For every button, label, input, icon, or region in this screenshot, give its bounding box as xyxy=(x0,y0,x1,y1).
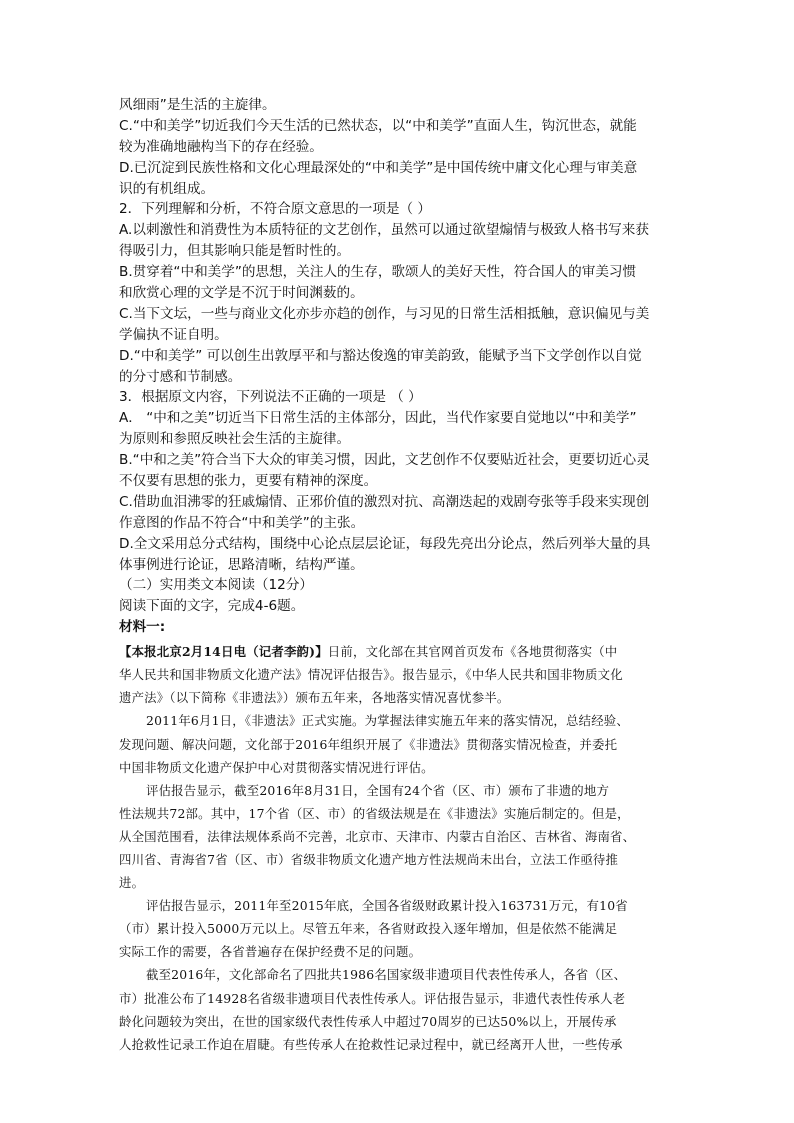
option-a-line: A.以刺激性和消费性为本质特征的文艺创作，虽然可以通过欲望煽情与极致人格书写来获 xyxy=(119,222,649,239)
section-heading: （二）实用类文本阅读（12分） xyxy=(119,577,314,594)
text-line: 体事例进行论证，思路清晰，结构严谨。 xyxy=(119,556,364,573)
option-c-line: C.“中和美学”切近我们今天生活的已然状态，以“中和美学”直面人生，钩沉世态，就能 xyxy=(119,117,637,134)
text-line: 的分寸感和节制感。 xyxy=(119,368,242,385)
article-line: 遗产法》（以下简称《非遗法》）颁布五年来，各地落实情况喜忧参半。 xyxy=(119,690,510,706)
lead-text: 日前，文化部在其官网首页发布《各地贯彻落实（中 xyxy=(327,644,618,660)
text-line: 识的有机组成。 xyxy=(119,180,215,197)
article-line: 性法规共72部。其中，17个省（区、市）的省级法规是在《非遗法》实施后制定的。但是， xyxy=(119,805,630,821)
option-b-line: B.贯穿着“中和美学”的思想，关注人的生存，歌颂人的美好天性，符合国人的审美习惯 xyxy=(119,264,637,281)
article-line: 实际工作的需要，各省普遍存在保护经费不足的问题。 xyxy=(119,944,422,960)
questions-section xyxy=(119,95,675,638)
article-paragraph-start: 评估报告显示，截至2016年8月31日，全国有24个省（区、市）颁布了非遗的地方 xyxy=(146,782,610,798)
question-3-stem: 3．根据原文内容，下列说法不正确的一项是 （ ） xyxy=(119,389,422,406)
option-b-line: B.“中和之美”符合当下大众的审美习惯，因此，文艺创作不仅要贴近社会，更要切近心灵 xyxy=(119,452,650,469)
option-d-line: D.“中和美学” 可以创生出敦厚平和与豁达俊逸的审美韵致，能赋予当下文学创作以自觉 xyxy=(119,347,642,364)
article-line: 从全国范围看，法律法规体系尚不完善，北京市、天津市、内蒙古自治区、吉林省、海南省、 xyxy=(119,828,636,844)
article-paragraph-start: 2011年6月1日，《非遗法》正式实施。为掌握法律实施五年来的落实情况，总结经验、 xyxy=(146,713,629,729)
article-paragraph-start: 评估报告显示，2011年至2015年底，全国各省级财政累计投入163731万元，有10省 xyxy=(146,898,628,914)
article-line: 四川省、青海省7省（区、市）省级非物质文化遗产地方性法规尚未出台，立法工作亟待推 xyxy=(119,852,619,867)
text-line: 为原则和参照反映社会生活的主旋律。 xyxy=(119,431,351,448)
text-line: 较为准确地融构当下的存在经验。 xyxy=(119,138,323,155)
text-line: 和欣赏心理的文学是不沉于时间渊薮的。 xyxy=(119,285,364,302)
article-line: 发现问题、解决问题，文化部于2016年组织开展了《非遗法》贯彻落实情况检查，并委托 xyxy=(119,736,618,752)
article-line: 人抢救性记录工作迫在眉睫。有些传承人在抢救性记录过程中，就已经离开人世，一些传承 xyxy=(119,1036,623,1052)
material-label: 材料一: xyxy=(119,619,166,636)
article-line: （市）累计投入5000万元以上。尽管五年来，各省财政投入逐年增加，但是依然不能满足 xyxy=(119,921,618,937)
document-page xyxy=(119,95,675,1056)
text-line: 得吸引力，但其影响只能是暂时性的。 xyxy=(119,243,351,260)
text-line: 作意图的作品不符合“中和美学”的主张。 xyxy=(119,514,365,531)
option-c-line: C.借助血泪沸零的狂戚煽情、正邪价值的激烈对抗、高潮迭起的戏剧夸张等手段来实现创 xyxy=(119,493,650,510)
question-2-stem: 2．下列理解和分析，不符合原文意思的一项是（ ） xyxy=(119,201,432,218)
section-instruction: 阅读下面的文字，完成4-6题。 xyxy=(119,598,305,615)
article-line: 市）批准公布了14928名省级非遗项目代表性传承人。评估报告显示，非遗代表性传承人老 xyxy=(119,990,626,1006)
article-line: 进。 xyxy=(119,875,145,891)
option-d-line: D.全文采用总分式结构，围绕中心论点层层论证，每段先亮出分论点，然后列举大量的具 xyxy=(119,535,651,552)
option-c-line: C.当下文坛，一些与商业文化亦步亦趋的创作，与习见的日常生活相抵触，意识偏见与美 xyxy=(119,305,650,322)
article-lead-line xyxy=(119,640,675,663)
article-body xyxy=(119,640,675,1056)
dateline: 【本报北京2月14日电（记者李韵)】 xyxy=(119,644,328,660)
article-paragraph-start: 截至2016年，文化部命名了四批共1986名国家级非遗项目代表性传承人，各省（区、 xyxy=(146,967,627,983)
article-line: 龄化问题较为突出，在世的国家级代表性传承人中超过70周岁的已达50%以上，开展传承 xyxy=(119,1013,617,1029)
text-line: 风细雨”是生活的主旋律。 xyxy=(119,97,276,113)
article-line: 中国非物质文化遗产保护中心对贯彻落实情况进行评估。 xyxy=(119,759,434,775)
option-d-line: D.已沉淀到民族性格和文化心理最深处的“中和美学”是中国传统中庸文化心理与审美意 xyxy=(119,159,638,176)
option-a-line: A． “中和之美”切近当下日常生活的主体部分，因此，当代作家要自觉地以“中和美学” xyxy=(119,410,637,427)
article-line: 华人民共和国非物质文化遗产法》情况评估报告》。报告显示，《中华人民共和国非物质文化 xyxy=(119,667,623,683)
text-line: 学偏执不证自明。 xyxy=(119,326,228,343)
text-line: 不仅要有思想的张力，更要有精神的深度。 xyxy=(119,473,378,490)
